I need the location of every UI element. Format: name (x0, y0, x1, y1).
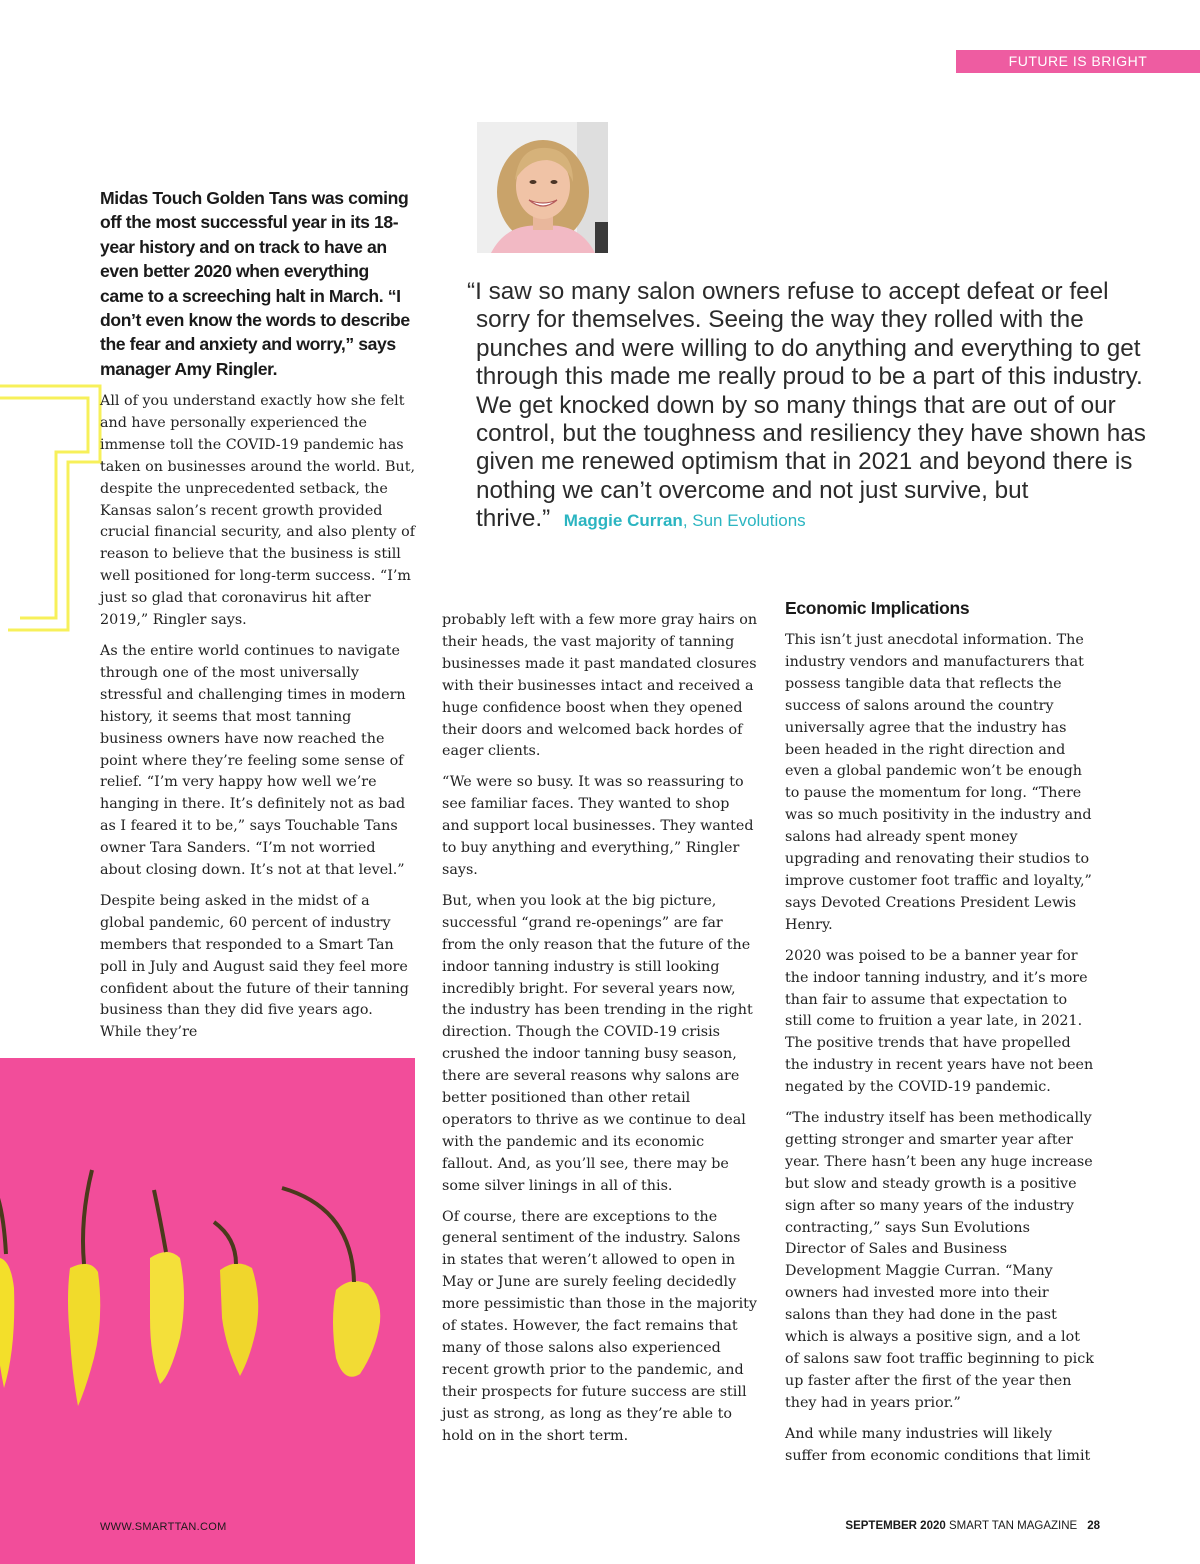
decorative-outline (0, 380, 110, 640)
paragraph: And while many industries will likely suffer from economic conditions that limit (785, 1425, 1091, 1464)
paragraph: “We were so busy. It was so reassuring to see familiar faces. They wanted to shop and support local businesses. They wanted to buy anything and everything,” Ringler says. (442, 774, 754, 878)
body-column-right (785, 630, 1095, 1477)
footer-magazine: SMART TAN MAGAZINE (948, 1520, 1078, 1532)
paragraph: probably left with a few more gray hairs on their heads, the vast majority of tanning businesses made it past mandated closures with their businesses intact and received a huge confidence boost when they opened their doors and welcomed back hordes of eager clients. (442, 612, 758, 760)
portrait-image (477, 122, 608, 253)
quote-open-mark: “ (467, 278, 476, 305)
intro-paragraph: Midas Touch Golden Tans was coming off the most successful year in its 18-year history and on track to have an even better 2020 when everything came to a screeching halt in March. “I don’t even know the words to describe the fear and anxiety and worry,” says manager Amy Ringler. (100, 188, 410, 379)
paragraph: All of you understand exactly how she felt and have personally experienced the immense toll the COVID-19 pandemic has taken on businesses around the world. But, despite the unprecedented setback, the Kansas salon’s recent growth provided crucial financial security, and also plenty of reason to believe that the business is still well positioned for long-term success. “I’m just so glad that coronavirus hit after 2019,” Ringler says. (100, 393, 416, 629)
quote-attribution-org: , Sun Evolutions (682, 511, 806, 531)
peppers-photo (0, 1058, 415, 1564)
footer-issue-info (845, 1520, 1100, 1532)
paragraph: Despite being asked in the midst of a global pandemic, 60 percent of industry members that responded to a Smart Tan poll in July and August said they feel more confident about the future of their tanning business than they did five years ago. While they’re (100, 892, 409, 1041)
paragraph: 2020 was poised to be a banner year for the indoor tanning industry, and it’s more than fair to assume that expectation to still come to fruition a year late, in 2021. The positive trends that have propelled the industry in recent years have not been negated by the COVID-19 pandemic. (785, 947, 1094, 1096)
pull-quote-body (467, 278, 1147, 536)
portrait-photo (477, 122, 608, 253)
quote-attribution-name: Maggie Curran (563, 511, 683, 531)
section-tag: FUTURE IS BRIGHT (956, 50, 1200, 73)
footer-page-number: 28 (1087, 1520, 1100, 1532)
pull-quote (467, 278, 1147, 536)
paragraph: Of course, there are exceptions to the general sentiment of the industry. Salons in states that weren’t allowed to open in May or June are surely feeling decidedly more pessimistic than those in the majority of states. However, the fact remains that many of those salons also experienced recent growth prior to the pandemic, and their prospects for future success are still just as strong, as long as they’re able to hold on in the short term. (442, 1208, 757, 1444)
paragraph: “The industry itself has been methodically getting stronger and smarter year after year. There hasn’t been any huge increase but slow and steady growth is a positive sign after so many years of the industry contracting,” says Sun Evolutions Director of Sales and Business Development Maggie Curran. “Many owners had invested more into their salons than they had done in the past which is always a positive sign, and a lot of salons saw foot traffic beginning to pick up faster after the first of the year then they had in years prior.” (785, 1110, 1094, 1411)
footer-issue: SEPTEMBER 2020 (845, 1520, 946, 1532)
quote-close-mark: ” (542, 505, 551, 533)
peppers-image (0, 1058, 415, 1564)
footer-website: WWW.SMARTTAN.COM (100, 1521, 227, 1533)
paragraph: As the entire world continues to navigate through one of the most universally stressful and challenging times in modern history, it seems that most tanning business owners have now reached the point where they’re feeling some sense of relief. “I’m very happy how well we’re hanging in there. It’s definitely not as bad as I feared it to be,” says Touchable Tans owner Tara Sanders. “I’m not worried about closing down. It’s not at that level.” (100, 642, 406, 879)
body-column-left (100, 391, 416, 1053)
section-heading: Economic Implications (785, 598, 970, 618)
paragraph: But, when you look at the big picture, successful “grand re-openings” are far from the only reason that the future of the indoor tanning industry is still looking incredibly bright. For several years now, the industry has been trending in the right direction. Though the COVID-19 crisis crushed the indoor tanning busy season, there are several reasons why salons are better positioned than other retail operators to thrive as we continue to deal with the pandemic and its economic fallout. And, as you’ll see, there may be some silver linings in all of this. (442, 892, 753, 1194)
pull-quote-text: I saw so many salon owners refuse to accept defeat or feel sorry for themselves. Seeing the way they rolled with the punches and were willing to do anything and everything to get through this made me really proud to be a part of this industry. We get knocked down by so many things that are out of our control, but the toughness and resiliency they have shown has given me renewed optimism that in 2021 and beyond there is nothing we can’t overcome and not just survive, but thrive. (475, 278, 1146, 533)
body-column-middle (442, 610, 758, 1457)
paragraph: This isn’t just anecdotal information. The industry vendors and manufacturers that possess tangible data that reflects the success of salons around the country universally agree that the industry has been headed in the right direction and even a global pandemic won’t be enough to pause the momentum for long. “There was so much positivity in the industry and salons had already spent money upgrading and renovating their studios to improve customer foot traffic and loyalty,” says Devoted Creations President Lewis Henry. (785, 632, 1092, 933)
